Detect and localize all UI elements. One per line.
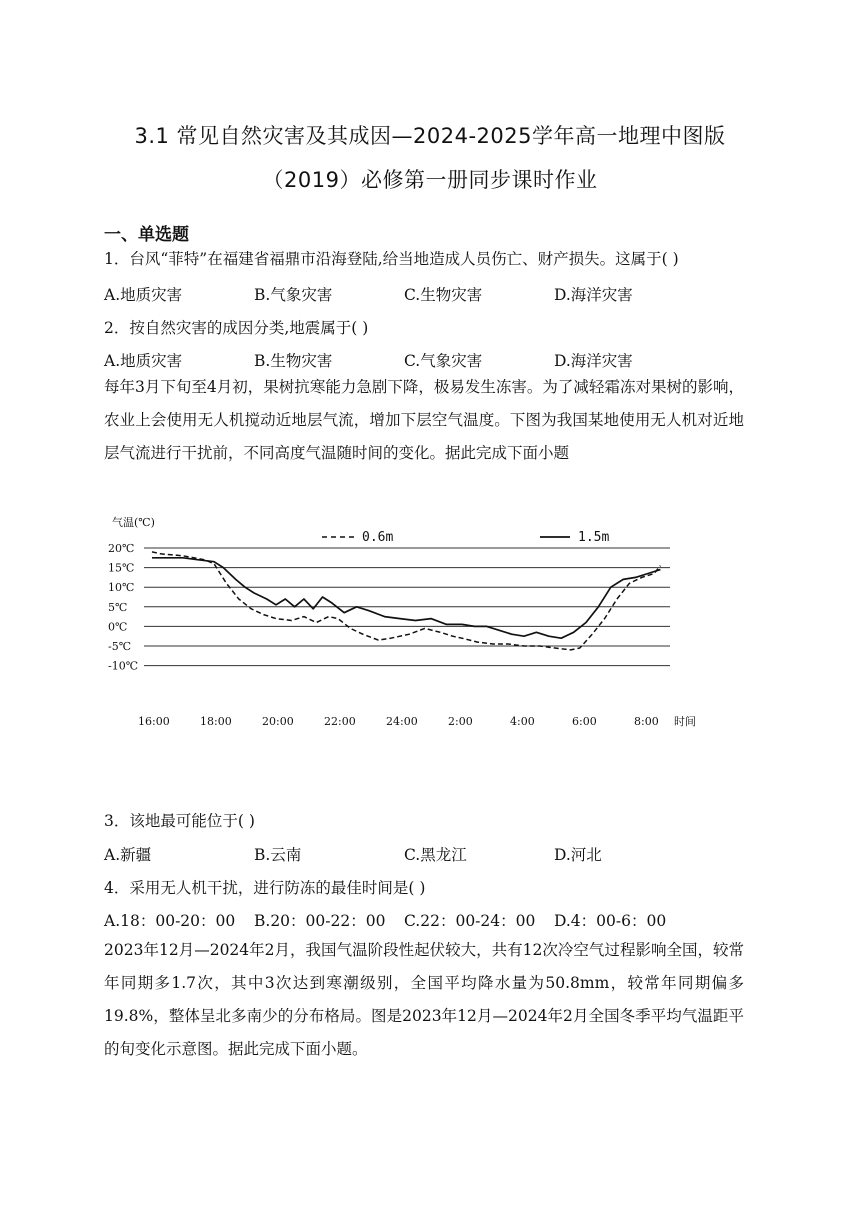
question-2-option-a: A.地质灾害: [104, 352, 183, 370]
question-2-stem: 2．按自然灾害的成因分类,地震属于( ): [104, 319, 369, 337]
question-1-option-b: B.气象灾害: [254, 286, 333, 304]
question-4-option-d: D.4：00-6：00: [554, 912, 667, 930]
passage-winter-climate: 2023年12月—2024年2月，我国气温阶段性起伏较大，共有12次冷空气过程影响全国，较常年同期多1.7次，其中3次达到寒潮级别，全国平均降水量为50.8mm，较常年同期偏多19.8%，整体呈北多南少的分布格局。图是2023年12月—2024年2月全国冬季平均气温距平的旬变化示意图。据此完成下面小题。: [104, 941, 744, 1058]
x-tick-label: 22:00: [324, 715, 356, 728]
passage-frost: 每年3月下旬至4月初，果树抗寒能力急剧下降，极易发生冻害。为了减轻霜冻对果树的影响，农业上会使用无人机搅动近地层气流，增加下层空气温度。下图为我国某地使用无人机对近地层气流进行干扰前，不同高度气温随时间的变化。据此完成下面小题: [104, 378, 744, 462]
chart-x-ticks: [138, 715, 659, 728]
question-4-option-c: C.22：00-24：00: [404, 912, 536, 930]
question-2-option-b: B.生物灾害: [254, 352, 333, 370]
question-3-option-a: A.新疆: [104, 846, 152, 864]
chart-y-ticks: [108, 542, 138, 673]
y-tick-label: 0℃: [108, 620, 128, 634]
chart-series: [152, 552, 660, 650]
question-1-option-c: C.生物灾害: [404, 286, 483, 304]
series-line-0.6m: [152, 552, 660, 650]
question-3-stem: 3．该地最可能位于( ): [104, 812, 255, 830]
x-tick-label: 8:00: [634, 715, 659, 728]
question-4-stem: 4．采用无人机干扰，进行防冻的最佳时间是( ): [104, 879, 426, 897]
question-1-option-a: A.地质灾害: [104, 286, 183, 304]
question-1-stem: 1．台风“菲特”在福建省福鼎市沿海登陆,给当地造成人员伤亡、财产损失。这属于( ): [104, 250, 679, 268]
y-tick-label: 10℃: [108, 581, 135, 595]
legend-label-1.5m: 1.5m: [578, 530, 610, 545]
question-4-option-b: B.20：00-22：00: [254, 912, 386, 930]
temperature-chart: [104, 514, 704, 798]
chart-ylabel: 气温(℃): [112, 516, 155, 529]
y-tick-label: 15℃: [108, 561, 135, 575]
x-tick-label: 2:00: [448, 715, 473, 728]
question-4-option-a: A.18：00-20：00: [104, 912, 236, 930]
question-2-option-c: C.气象灾害: [404, 352, 483, 370]
chart-gridlines: [144, 548, 670, 666]
y-tick-label: 20℃: [108, 542, 135, 555]
question-2-option-d: D.海洋灾害: [554, 352, 633, 370]
question-3-option-d: D.河北: [554, 846, 602, 864]
y-tick-label: -5℃: [108, 640, 132, 653]
x-tick-label: 18:00: [200, 715, 232, 728]
x-tick-label: 24:00: [386, 715, 418, 728]
y-tick-label: 5℃: [108, 600, 128, 614]
x-tick-label: 6:00: [572, 715, 597, 728]
legend-label-0.6m: 0.6m: [362, 530, 394, 545]
question-3-option-c: C.黑龙江: [404, 846, 467, 864]
y-tick-label: -10℃: [108, 659, 139, 673]
chart-legend: [322, 530, 609, 545]
question-3-option-b: B.云南: [254, 846, 302, 864]
x-tick-label: 4:00: [510, 715, 535, 728]
document-title-line1: 3.1 常见自然灾害及其成因—2024-2025学年高一地理中图版: [134, 124, 726, 148]
document-title-line2: （2019）必修第一册同步课时作业: [262, 168, 598, 192]
x-tick-label: 20:00: [262, 715, 294, 728]
question-1-option-d: D.海洋灾害: [554, 286, 633, 304]
chart-xlabel: 时间: [674, 715, 696, 728]
x-tick-label: 16:00: [138, 715, 170, 728]
section-heading: 一、单选题: [104, 225, 189, 245]
